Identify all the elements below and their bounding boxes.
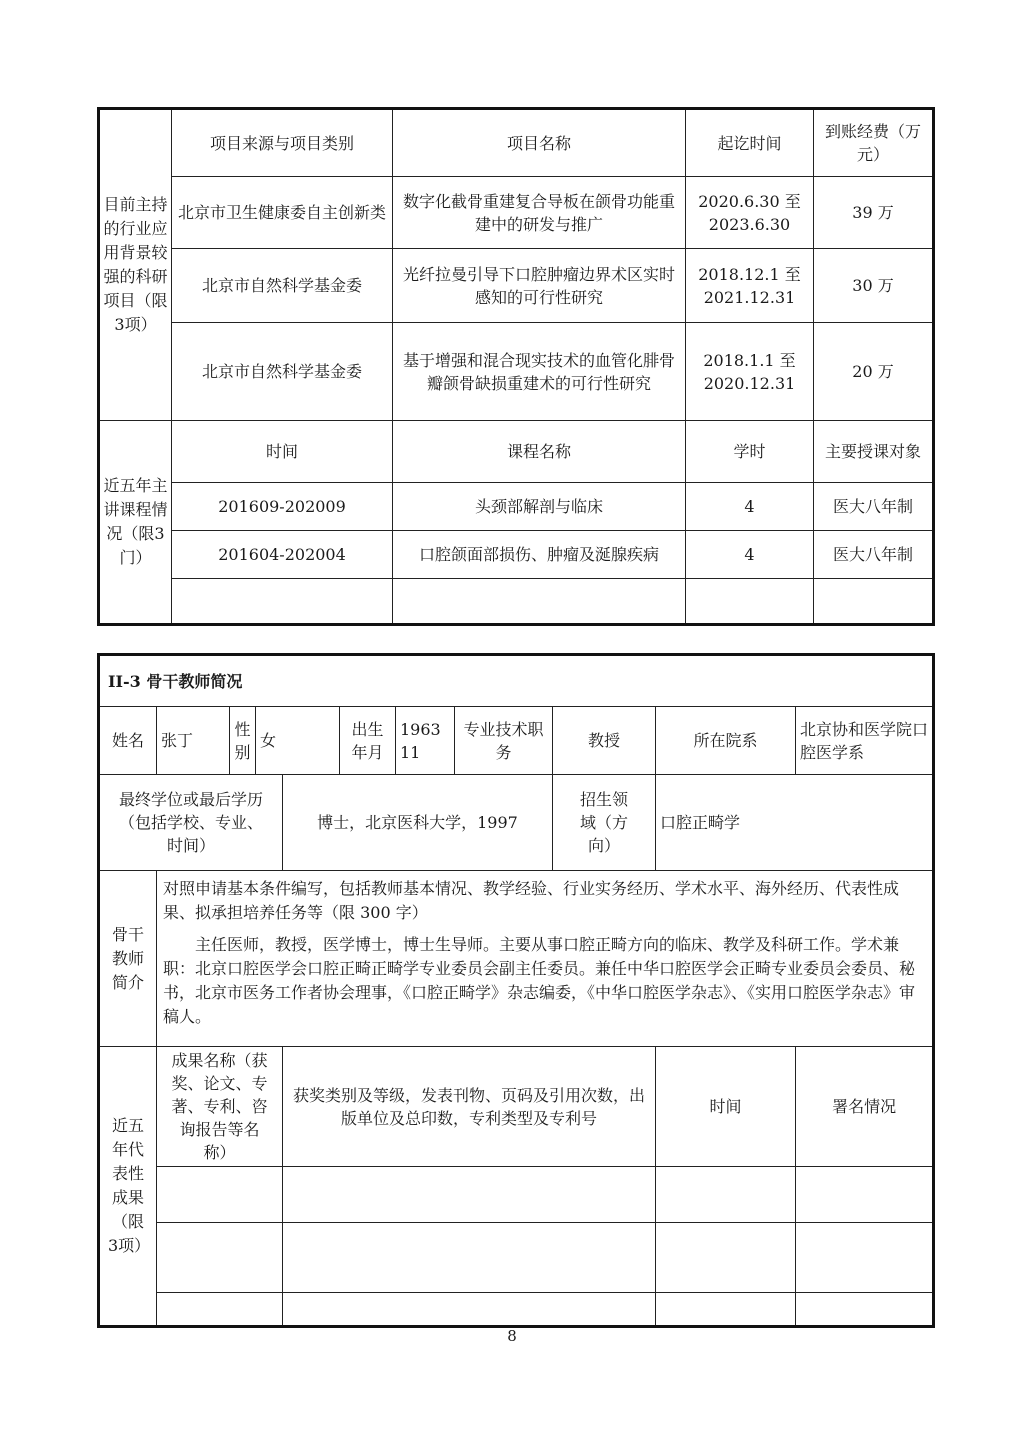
course-time: 201604-202004: [172, 531, 393, 579]
table-row: [99, 531, 934, 579]
empty-cell: [393, 579, 686, 625]
intro-label: 骨干教师简介: [99, 871, 157, 1047]
section-title: II-3 骨干教师简况: [99, 655, 934, 707]
table-row: [99, 483, 934, 531]
teacher-profile-table: [97, 653, 935, 1328]
achievements-header-name: 成果名称（获奖、论文、专著、专利、咨询报告等名称）: [157, 1047, 283, 1167]
project-source: 北京市卫生健康委自主创新类: [172, 177, 393, 249]
projects-side-label: 目前主持的行业应用背景较强的科研项目（限3项）: [99, 109, 172, 421]
projects-header-source: 项目来源与项目类别: [172, 109, 393, 177]
achievements-header-time: 时间: [656, 1047, 796, 1167]
achievements-header-signature: 署名情况: [796, 1047, 934, 1167]
empty-cell: [656, 1167, 796, 1223]
table-row-empty: [99, 579, 934, 625]
projects-header-period: 起讫时间: [686, 109, 814, 177]
field-label: 招生领域（方向）: [553, 775, 656, 871]
intro-content: [157, 871, 934, 1047]
birth-label: 出生年月: [340, 707, 396, 775]
courses-header-name: 课程名称: [393, 421, 686, 483]
gender-label: 性别: [230, 707, 256, 775]
empty-cell: [157, 1223, 283, 1293]
teacher-title: 教授: [553, 707, 656, 775]
page-number: 8: [507, 1327, 517, 1345]
teacher-birth: 1963 11: [396, 707, 455, 775]
empty-cell: [796, 1167, 934, 1223]
project-source: 北京市自然科学基金委: [172, 323, 393, 421]
empty-cell: [796, 1223, 934, 1293]
table-row: [99, 249, 934, 323]
course-audience: 医大八年制: [814, 483, 934, 531]
intro-instruction: 对照申请基本条件编写，包括教师基本情况、教学经验、行业实务经历、学术水平、海外经历、代表性成果、拟承担培养任务等（限 300 字）: [163, 879, 900, 922]
empty-cell: [814, 579, 934, 625]
teacher-dept: 北京协和医学院口腔医学系: [796, 707, 934, 775]
empty-cell: [172, 579, 393, 625]
empty-cell: [656, 1293, 796, 1327]
course-hours: 4: [686, 531, 814, 579]
empty-cell: [656, 1223, 796, 1293]
course-hours: 4: [686, 483, 814, 531]
project-name: 数字化截骨重建复合导板在颌骨功能重建中的研发与推广: [393, 177, 686, 249]
teacher-name: 张丁: [157, 707, 230, 775]
name-label: 姓名: [99, 707, 157, 775]
title-label: 专业技术职 务: [455, 707, 553, 775]
teacher-gender: 女: [256, 707, 340, 775]
table-row: [99, 323, 934, 421]
table-row: [99, 177, 934, 249]
empty-cell: [686, 579, 814, 625]
course-name: 口腔颌面部损伤、肿瘤及涎腺疾病: [393, 531, 686, 579]
course-audience: 医大八年制: [814, 531, 934, 579]
achievements-header-detail: 获奖类别及等级，发表刊物、页码及引用次数，出版单位及总印数，专利类型及专利号: [283, 1047, 656, 1167]
project-name: 光纤拉曼引导下口腔肿瘤边界术区实时感知的可行性研究: [393, 249, 686, 323]
project-period: 2018.12.1 至 2021.12.31: [686, 249, 814, 323]
project-period: 2018.1.1 至 2020.12.31: [686, 323, 814, 421]
degree-label: 最终学位或最后学历（包括学校、专业、时间）: [99, 775, 283, 871]
dept-label: 所在院系: [656, 707, 796, 775]
projects-header-name: 项目名称: [393, 109, 686, 177]
table-row-empty: [99, 1167, 934, 1223]
courses-header-audience: 主要授课对象: [814, 421, 934, 483]
intro-text: 主任医师，教授，医学博士，博士生导师。主要从事口腔正畸方向的临床、教学及科研工作。学术兼职：北京口腔医学会口腔正畸正畸学专业委员会副主任委员。兼任中华口腔医学会正畸专业委员会委员、秘书，北京市医务工作者协会理事，《口腔正畸学》杂志编委，《中华口腔医学杂志》、《实用口腔医学杂志》审稿人。: [163, 935, 916, 1026]
empty-cell: [283, 1167, 656, 1223]
teacher-degree: 博士，北京医科大学，1997: [283, 775, 553, 871]
course-name: 头颈部解剖与临床: [393, 483, 686, 531]
project-funding: 20 万: [814, 323, 934, 421]
table-row-empty: [99, 1293, 934, 1327]
courses-side-label: 近五年主讲课程情况（限3门）: [99, 421, 172, 625]
empty-cell: [157, 1293, 283, 1327]
projects-header-funding: 到账经费（万元）: [814, 109, 934, 177]
courses-header-time: 时间: [172, 421, 393, 483]
courses-header-hours: 学时: [686, 421, 814, 483]
project-name: 基于增强和混合现实技术的血管化腓骨瓣颌骨缺损重建术的可行性研究: [393, 323, 686, 421]
project-source: 北京市自然科学基金委: [172, 249, 393, 323]
course-time: 201609-202009: [172, 483, 393, 531]
project-period: 2020.6.30 至 2023.6.30: [686, 177, 814, 249]
empty-cell: [796, 1293, 934, 1327]
achievements-side-label: 近五年代表性成果（限3项）: [99, 1047, 157, 1327]
empty-cell: [283, 1223, 656, 1293]
table-row-empty: [99, 1223, 934, 1293]
project-funding: 39 万: [814, 177, 934, 249]
projects-courses-table: [97, 107, 935, 626]
teacher-field: 口腔正畸学: [656, 775, 934, 871]
project-funding: 30 万: [814, 249, 934, 323]
empty-cell: [157, 1167, 283, 1223]
empty-cell: [283, 1293, 656, 1327]
